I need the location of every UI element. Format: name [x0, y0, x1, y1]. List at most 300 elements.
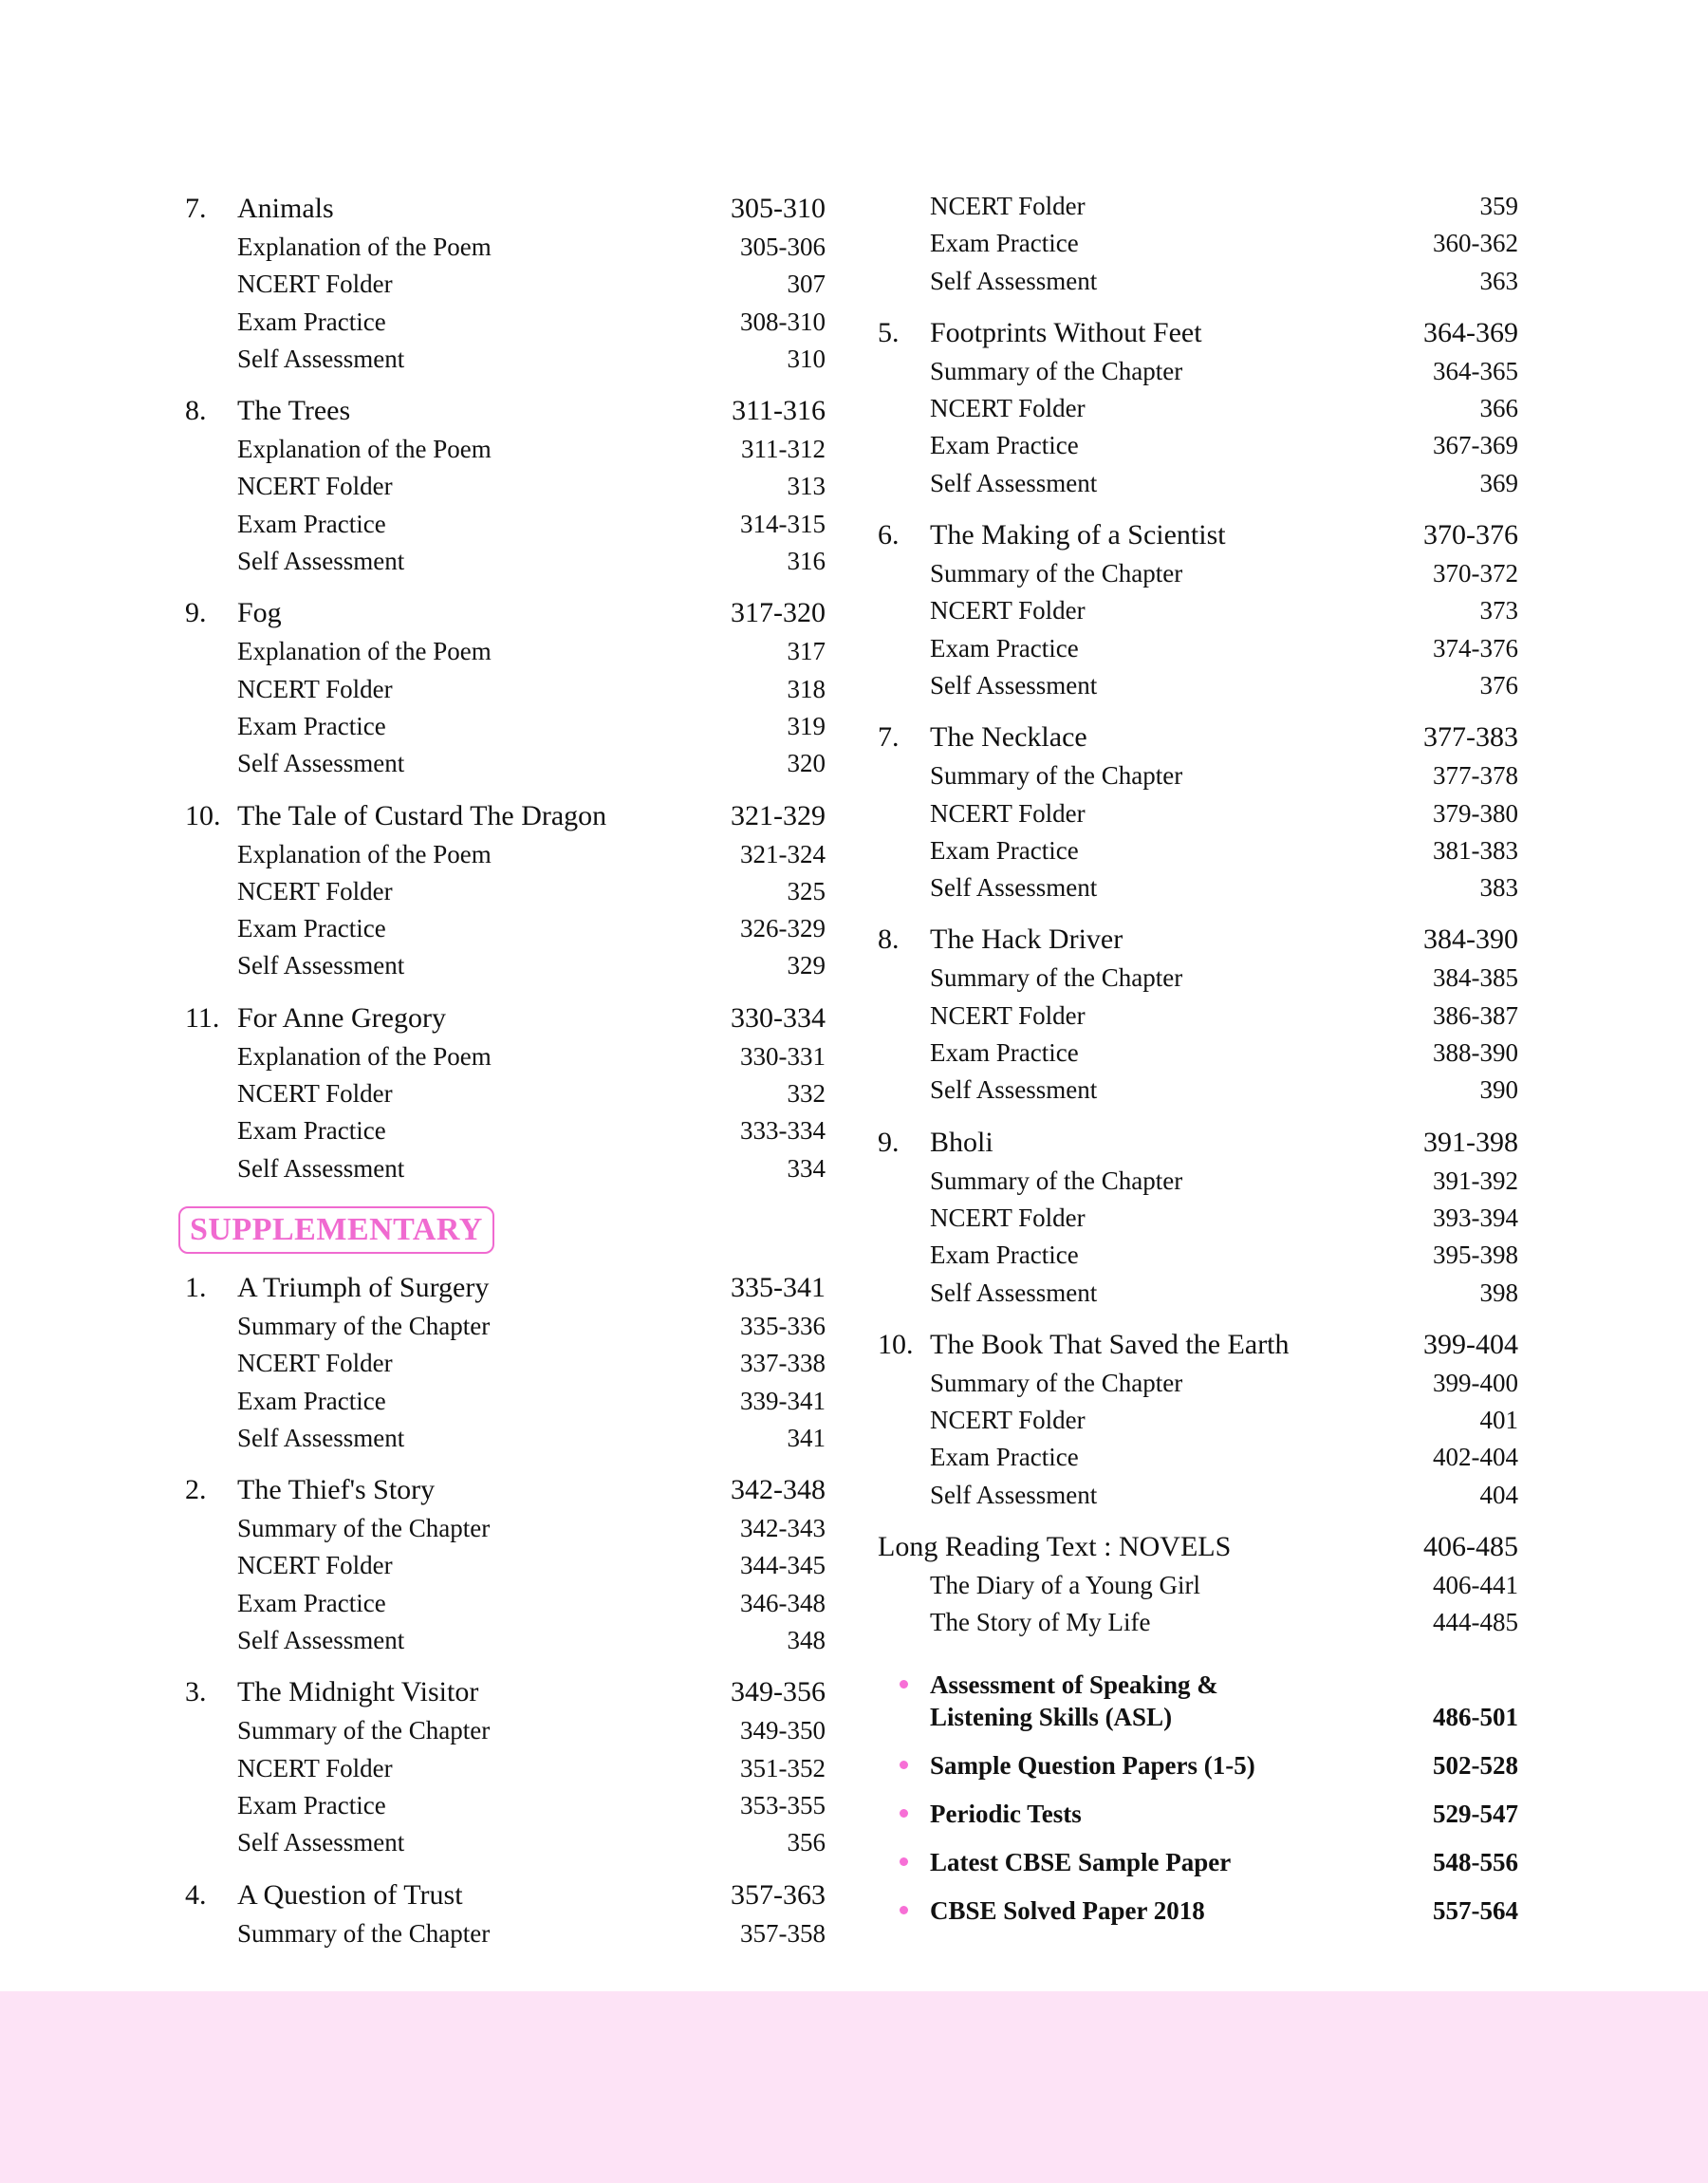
toc-subentry[interactable]	[185, 745, 826, 782]
chapter-pages: 357-363	[731, 1878, 826, 1911]
chapter-number: 8.	[878, 924, 900, 956]
subentry-label: Exam Practice	[237, 1386, 386, 1415]
subentry-pages: 384-385	[1433, 963, 1518, 993]
subentry-label: Self Assessment	[237, 1626, 405, 1655]
subentry-pages: 341	[787, 1423, 826, 1452]
toc-subentry[interactable]	[878, 1604, 1518, 1641]
subentry-label: Summary of the Chapter	[237, 1918, 491, 1948]
toc-subentry[interactable]	[878, 263, 1518, 300]
subentry-pages: 391-392	[1433, 1166, 1518, 1195]
chapter-title: Fog	[237, 597, 282, 629]
toc-subentry[interactable]	[878, 1567, 1518, 1604]
subentry-label: NCERT Folder	[237, 876, 393, 905]
subentry-pages: 381-383	[1433, 835, 1518, 865]
subentry-pages: 398	[1479, 1278, 1518, 1307]
subentry-pages: 356	[787, 1828, 826, 1857]
subentry-pages: 310	[787, 344, 826, 373]
toc-subentry[interactable]	[878, 465, 1518, 502]
subentry-label: Exam Practice	[237, 1116, 386, 1146]
subentry-pages: 329	[787, 951, 826, 980]
chapter-heading[interactable]	[185, 1267, 826, 1308]
toc-subentry[interactable]	[185, 341, 826, 378]
chapter-heading[interactable]	[878, 1122, 1518, 1163]
subentry-label: Exam Practice	[930, 633, 1079, 662]
chapter-number: 7.	[878, 721, 900, 754]
toc-subentry[interactable]	[878, 1237, 1518, 1274]
subentry-pages: 318	[787, 674, 826, 703]
chapter-heading[interactable]	[185, 390, 826, 431]
extra-entry[interactable]	[878, 1798, 1518, 1830]
extra-pages: 502-528	[1433, 1750, 1518, 1780]
subentry-label: Summary of the Chapter	[930, 761, 1183, 791]
extra-entry[interactable]	[878, 1846, 1518, 1878]
chapter-title: The Thief's Story	[237, 1474, 436, 1506]
subentry-label: Self Assessment	[237, 749, 405, 778]
chapter-title: Bholi	[930, 1126, 993, 1158]
chapter-heading[interactable]	[878, 312, 1518, 353]
toc-subentry[interactable]	[185, 1038, 826, 1075]
chapter-title: The Book That Saved the Earth	[930, 1328, 1290, 1360]
subentry-pages: 357-358	[740, 1918, 826, 1948]
subentry-pages: 319	[787, 711, 826, 740]
chapter-heading[interactable]	[185, 592, 826, 633]
chapter-pages: 399-404	[1423, 1328, 1518, 1360]
subentry-label: Exam Practice	[237, 509, 386, 538]
chapter-pages: 364-369	[1423, 316, 1518, 348]
toc-subentry[interactable]	[185, 1150, 826, 1187]
toc-subentry[interactable]	[878, 1200, 1518, 1237]
pink-dot-icon	[900, 1809, 908, 1818]
subentry-label: Exam Practice	[930, 1038, 1079, 1068]
subentry-label: Self Assessment	[237, 1153, 405, 1183]
toc-subentry[interactable]	[878, 555, 1518, 592]
subentry-label: Explanation of the Poem	[237, 1041, 492, 1071]
right-chapter-list	[878, 312, 1518, 1514]
toc-chapter	[185, 1469, 826, 1659]
toc-left-column	[185, 188, 826, 1965]
subentry-pages: 406-441	[1433, 1571, 1518, 1600]
subentry-pages: 308-310	[740, 307, 826, 336]
toc-subentry[interactable]	[185, 543, 826, 580]
extra-label-line: Listening Skills (ASL)	[930, 1702, 1173, 1731]
subentry-label: Exam Practice	[237, 914, 386, 943]
subentry-pages: 325	[787, 876, 826, 905]
extra-pages: 486-501	[1433, 1702, 1518, 1731]
chapter-title: The Trees	[237, 395, 351, 427]
subentry-pages: 349-350	[740, 1716, 826, 1745]
toc-subentry[interactable]	[878, 1035, 1518, 1072]
toc-subentry[interactable]	[185, 1787, 826, 1824]
extra-entry[interactable]	[878, 1894, 1518, 1927]
chapter-number: 5.	[878, 316, 900, 348]
chapter-heading[interactable]	[185, 1469, 826, 1510]
chapter-title: Footprints Without Feet	[930, 316, 1202, 348]
bullet-icon	[897, 1669, 930, 1701]
subentry-pages: 307	[787, 270, 826, 299]
subentry-label: NCERT Folder	[237, 270, 393, 299]
subentry-label: Self Assessment	[930, 873, 1098, 903]
chapter-number: 2.	[185, 1474, 207, 1506]
toc-chapter	[185, 795, 826, 985]
subentry-pages: 332	[787, 1079, 826, 1109]
chapter-number: 11.	[185, 1001, 220, 1034]
toc-subentry[interactable]	[185, 947, 826, 984]
extra-label	[930, 1894, 1433, 1927]
subentry-pages: 317	[787, 637, 826, 666]
subentry-pages: 404	[1479, 1480, 1518, 1509]
extra-entry[interactable]	[878, 1749, 1518, 1782]
chapter-title: Animals	[237, 193, 334, 224]
chapter-pages: 342-348	[731, 1474, 826, 1506]
toc-subentry[interactable]	[878, 1402, 1518, 1439]
toc-subentry[interactable]	[878, 1439, 1518, 1476]
subentry-label: Self Assessment	[930, 670, 1098, 700]
extra-label	[930, 1669, 1433, 1733]
chapter-title: The Hack Driver	[930, 924, 1123, 956]
subentry-label: The Story of My Life	[930, 1608, 1151, 1637]
chapter-number: 6.	[878, 519, 900, 551]
subentry-label: Self Assessment	[237, 951, 405, 980]
chapter-number: 10.	[185, 799, 221, 831]
subentry-pages: 366	[1479, 394, 1518, 423]
toc-subentry[interactable]	[185, 836, 826, 873]
toc-subentry[interactable]	[878, 667, 1518, 704]
toc-subentry[interactable]	[185, 506, 826, 543]
chapter-title: The Tale of Custard The Dragon	[237, 799, 607, 831]
subentry-pages: 390	[1479, 1075, 1518, 1105]
supplementary-heading: SUPPLEMENTARY	[178, 1206, 494, 1254]
subentry-pages: 374-376	[1433, 633, 1518, 662]
subentry-label: NCERT Folder	[930, 192, 1086, 220]
subentry-pages: 321-324	[740, 839, 826, 868]
chapter-title: A Triumph of Surgery	[237, 1271, 490, 1303]
subentry-label: Summary of the Chapter	[930, 1166, 1183, 1195]
subentry-pages: 373	[1479, 596, 1518, 625]
novels-title: Long Reading Text : NOVELS	[878, 1531, 1232, 1563]
subentry-label: Exam Practice	[930, 1443, 1079, 1472]
chapter-pages: 349-356	[731, 1676, 826, 1708]
subentry-label: Self Assessment	[237, 1423, 405, 1452]
subentry-pages: 393-394	[1433, 1203, 1518, 1232]
chapter-number: 1.	[185, 1271, 207, 1303]
chapter-heading[interactable]	[185, 998, 826, 1038]
toc-subentry[interactable]	[878, 960, 1518, 997]
subentry-label: Exam Practice	[237, 1790, 386, 1819]
subentry-label: NCERT Folder	[237, 472, 393, 501]
toc-subentry[interactable]	[185, 1383, 826, 1420]
extra-pages: 529-547	[1433, 1799, 1518, 1828]
chapter-pages: 335-341	[731, 1271, 826, 1303]
toc-subentry[interactable]	[878, 1072, 1518, 1109]
toc-subentry[interactable]	[878, 427, 1518, 464]
toc-subentry[interactable]	[185, 1622, 826, 1659]
chapter-number: 10.	[878, 1328, 914, 1360]
subentry-label: NCERT Folder	[930, 1203, 1086, 1232]
bullet-icon	[897, 1846, 930, 1878]
toc-chapter	[185, 998, 826, 1187]
chapter-heading[interactable]	[185, 188, 826, 229]
bullet-icon	[897, 1798, 930, 1830]
toc-chapter	[185, 390, 826, 580]
toc-subentry[interactable]	[878, 390, 1518, 427]
toc-subentry[interactable]	[878, 832, 1518, 869]
subentry-pages: 316	[787, 547, 826, 576]
toc-chapter	[878, 312, 1518, 502]
chapter-heading[interactable]	[878, 919, 1518, 960]
chapter-pages: 321-329	[731, 799, 826, 831]
toc-subentry[interactable]	[878, 757, 1518, 794]
toc-subentry[interactable]	[185, 633, 826, 670]
subentry-pages: 369	[1479, 468, 1518, 497]
subentry-pages: 346-348	[740, 1588, 826, 1617]
subentry-pages: 339-341	[740, 1386, 826, 1415]
toc-subentry[interactable]	[185, 1750, 826, 1787]
chapter-title: The Midnight Visitor	[237, 1676, 479, 1708]
toc-right-column	[878, 188, 1518, 1943]
subentry-pages: 444-485	[1433, 1608, 1518, 1637]
chapter-number: 7.	[185, 193, 207, 224]
subentry-label: NCERT Folder	[930, 394, 1086, 423]
chapter-number: 9.	[185, 597, 207, 629]
subentry-pages: 360-362	[1433, 229, 1518, 258]
subentry-label: Summary of the Chapter	[930, 1368, 1183, 1397]
subentry-label: NCERT Folder	[930, 1000, 1086, 1030]
extra-entry[interactable]	[878, 1669, 1518, 1733]
toc-subentry[interactable]	[878, 998, 1518, 1035]
subentry-pages: 311-312	[741, 435, 826, 464]
subentry-pages: 379-380	[1433, 798, 1518, 828]
chapter-heading[interactable]	[185, 795, 826, 836]
subentry-label: Self Assessment	[930, 1075, 1098, 1105]
subentry-label: Summary of the Chapter	[237, 1716, 491, 1745]
subentry-label: Exam Practice	[237, 1588, 386, 1617]
chapter-heading[interactable]	[878, 514, 1518, 555]
extra-pages: 548-556	[1433, 1847, 1518, 1876]
subentry-label: Self Assessment	[237, 1828, 405, 1857]
toc-chapter	[185, 1267, 826, 1457]
toc-subentry[interactable]	[185, 1420, 826, 1457]
toc-subentry[interactable]	[185, 1510, 826, 1547]
subentry-pages: 353-355	[740, 1790, 826, 1819]
subentry-pages: 383	[1479, 873, 1518, 903]
subentry-pages: 367-369	[1433, 431, 1518, 460]
subentry-pages: 335-336	[740, 1311, 826, 1340]
extras-list	[878, 1669, 1518, 1927]
toc-subentry[interactable]	[878, 353, 1518, 390]
toc-subentry[interactable]	[878, 630, 1518, 667]
subentry-pages: 348	[787, 1626, 826, 1655]
toc-subentry[interactable]	[878, 1275, 1518, 1312]
supplementary-heading-wrap	[185, 1206, 826, 1256]
subentry-label: The Diary of a Young Girl	[930, 1571, 1200, 1600]
subentry-label: Explanation of the Poem	[237, 233, 492, 261]
novels-section	[878, 1526, 1518, 1642]
toc-subentry[interactable]	[878, 1477, 1518, 1514]
subentry-pages: 313	[787, 472, 826, 501]
subentry-label: NCERT Folder	[237, 1753, 393, 1782]
chapter-number: 9.	[878, 1126, 900, 1158]
subentry-pages: 330-331	[740, 1041, 826, 1071]
chapter-pages: 377-383	[1423, 721, 1518, 754]
toc-subentry[interactable]	[185, 1308, 826, 1345]
chapter-pages: 317-320	[731, 597, 826, 629]
chapter-title: For Anne Gregory	[237, 1001, 446, 1034]
subentry-label: Self Assessment	[237, 547, 405, 576]
toc-subentry[interactable]	[878, 225, 1518, 262]
extra-label	[930, 1846, 1433, 1878]
chapter-pages: 311-316	[732, 395, 826, 427]
subentry-label: Summary of the Chapter	[237, 1514, 491, 1543]
toc-subentry[interactable]	[878, 188, 1518, 225]
chapter-number: 4.	[185, 1878, 207, 1911]
toc-subentry[interactable]	[185, 1585, 826, 1622]
subentry-label: Summary of the Chapter	[930, 963, 1183, 993]
subentry-label: NCERT Folder	[237, 1079, 393, 1109]
subentry-label: Self Assessment	[930, 468, 1098, 497]
subentry-pages: 334	[787, 1153, 826, 1183]
subentry-pages: 386-387	[1433, 1000, 1518, 1030]
subentry-label: Explanation of the Poem	[237, 637, 492, 666]
subentry-pages: 337-338	[740, 1349, 826, 1378]
extra-label-line: Periodic Tests	[930, 1799, 1082, 1828]
chapter-heading[interactable]	[185, 1875, 826, 1915]
subentry-label: Summary of the Chapter	[930, 356, 1183, 385]
toc-subentry[interactable]	[185, 1547, 826, 1584]
subentry-pages: 402-404	[1433, 1443, 1518, 1472]
toc-chapter	[878, 1122, 1518, 1312]
subentry-pages: 314-315	[740, 509, 826, 538]
subentry-pages: 320	[787, 749, 826, 778]
subentry-label: Exam Practice	[930, 229, 1079, 258]
toc-chapter	[878, 919, 1518, 1109]
toc-subentry[interactable]	[878, 869, 1518, 906]
continued-chapter-items	[878, 188, 1518, 300]
toc-subentry[interactable]	[185, 304, 826, 341]
extra-label-line: Sample Question Papers (1-5)	[930, 1750, 1255, 1780]
chapter-pages: 370-376	[1423, 519, 1518, 551]
toc-subentry[interactable]	[185, 468, 826, 505]
toc-subentry[interactable]	[185, 873, 826, 910]
subentry-pages: 376	[1479, 670, 1518, 700]
subentry-label: Exam Practice	[930, 835, 1079, 865]
pink-dot-icon	[900, 1761, 908, 1769]
subentry-pages: 388-390	[1433, 1038, 1518, 1068]
subentry-pages: 363	[1479, 266, 1518, 295]
subentry-label: Explanation of the Poem	[237, 435, 492, 464]
subentry-label: Self Assessment	[930, 1278, 1098, 1307]
chapter-number: 8.	[185, 395, 207, 427]
toc-chapter	[878, 717, 1518, 906]
toc-chapter	[878, 1324, 1518, 1514]
toc-subentry[interactable]	[185, 266, 826, 303]
subentry-label: Exam Practice	[930, 1241, 1079, 1270]
chapter-pages: 305-310	[731, 193, 826, 224]
novels-pages: 406-485	[1423, 1531, 1518, 1563]
bullet-icon	[897, 1894, 930, 1927]
extra-label	[930, 1749, 1433, 1782]
chapter-heading[interactable]	[878, 717, 1518, 757]
pink-dot-icon	[900, 1680, 908, 1689]
toc-subentry[interactable]	[878, 795, 1518, 832]
subentry-pages: 344-345	[740, 1551, 826, 1580]
left-chapter-list	[185, 188, 826, 1187]
subentry-label: Exam Practice	[237, 307, 386, 336]
toc-chapter	[185, 188, 826, 378]
subentry-label: NCERT Folder	[237, 1349, 393, 1378]
toc-subentry[interactable]	[185, 1712, 826, 1749]
subentry-pages: 305-306	[740, 233, 826, 261]
subentry-pages: 342-343	[740, 1514, 826, 1543]
chapter-title: The Making of a Scientist	[930, 519, 1226, 551]
toc-subentry[interactable]	[185, 910, 826, 947]
toc-subentry[interactable]	[185, 229, 826, 266]
subentry-label: Self Assessment	[930, 266, 1098, 295]
toc-subentry[interactable]	[185, 1345, 826, 1382]
supplementary-chapter-list	[185, 1267, 826, 1952]
toc-chapter	[185, 1875, 826, 1952]
chapter-title: The Necklace	[930, 721, 1087, 754]
pink-dot-icon	[900, 1906, 908, 1914]
novels-list	[878, 1567, 1518, 1642]
subentry-pages: 326-329	[740, 914, 826, 943]
toc-subentry[interactable]	[878, 592, 1518, 629]
subentry-label: Summary of the Chapter	[237, 1311, 491, 1340]
subentry-label: Summary of the Chapter	[930, 559, 1183, 588]
extra-label-line: Latest CBSE Sample Paper	[930, 1847, 1232, 1876]
subentry-pages: 377-378	[1433, 761, 1518, 791]
chapter-pages: 330-334	[731, 1001, 826, 1034]
subentry-label: Self Assessment	[237, 344, 405, 373]
toc-subentry[interactable]	[185, 708, 826, 745]
subentry-pages: 351-352	[740, 1753, 826, 1782]
subentry-label: Exam Practice	[930, 431, 1079, 460]
toc-subentry[interactable]	[185, 1075, 826, 1112]
subentry-label: NCERT Folder	[237, 674, 393, 703]
subentry-pages: 333-334	[740, 1116, 826, 1146]
subentry-label: Self Assessment	[930, 1480, 1098, 1509]
extra-label-line: Assessment of Speaking &	[930, 1670, 1218, 1699]
toc-subentry[interactable]	[185, 671, 826, 708]
extra-pages: 557-564	[1433, 1895, 1518, 1925]
subentry-pages: 399-400	[1433, 1368, 1518, 1397]
subentry-label: Explanation of the Poem	[237, 839, 492, 868]
subentry-label: Exam Practice	[237, 711, 386, 740]
subentry-label: NCERT Folder	[930, 798, 1086, 828]
toc-subentry[interactable]	[185, 1915, 826, 1952]
chapter-heading[interactable]	[878, 1324, 1518, 1365]
toc-subentry[interactable]	[878, 1163, 1518, 1200]
subentry-label: NCERT Folder	[930, 1406, 1086, 1435]
subentry-pages: 359	[1479, 192, 1518, 220]
toc-subentry[interactable]	[185, 1824, 826, 1861]
toc-subentry[interactable]	[878, 1365, 1518, 1402]
chapter-pages: 384-390	[1423, 924, 1518, 956]
chapter-heading[interactable]	[185, 1671, 826, 1712]
toc-chapter	[878, 514, 1518, 704]
subentry-pages: 395-398	[1433, 1241, 1518, 1270]
chapter-pages: 391-398	[1423, 1126, 1518, 1158]
chapter-number: 3.	[185, 1676, 207, 1708]
toc-chapter	[185, 592, 826, 782]
toc-subentry[interactable]	[185, 1112, 826, 1149]
toc-subentry[interactable]	[185, 431, 826, 468]
extra-label	[930, 1798, 1433, 1830]
extra-label-line: CBSE Solved Paper 2018	[930, 1895, 1205, 1925]
novels-heading[interactable]	[878, 1526, 1518, 1567]
pink-dot-icon	[900, 1857, 908, 1866]
chapter-title: A Question of Trust	[237, 1878, 463, 1911]
subentry-pages: 364-365	[1433, 356, 1518, 385]
